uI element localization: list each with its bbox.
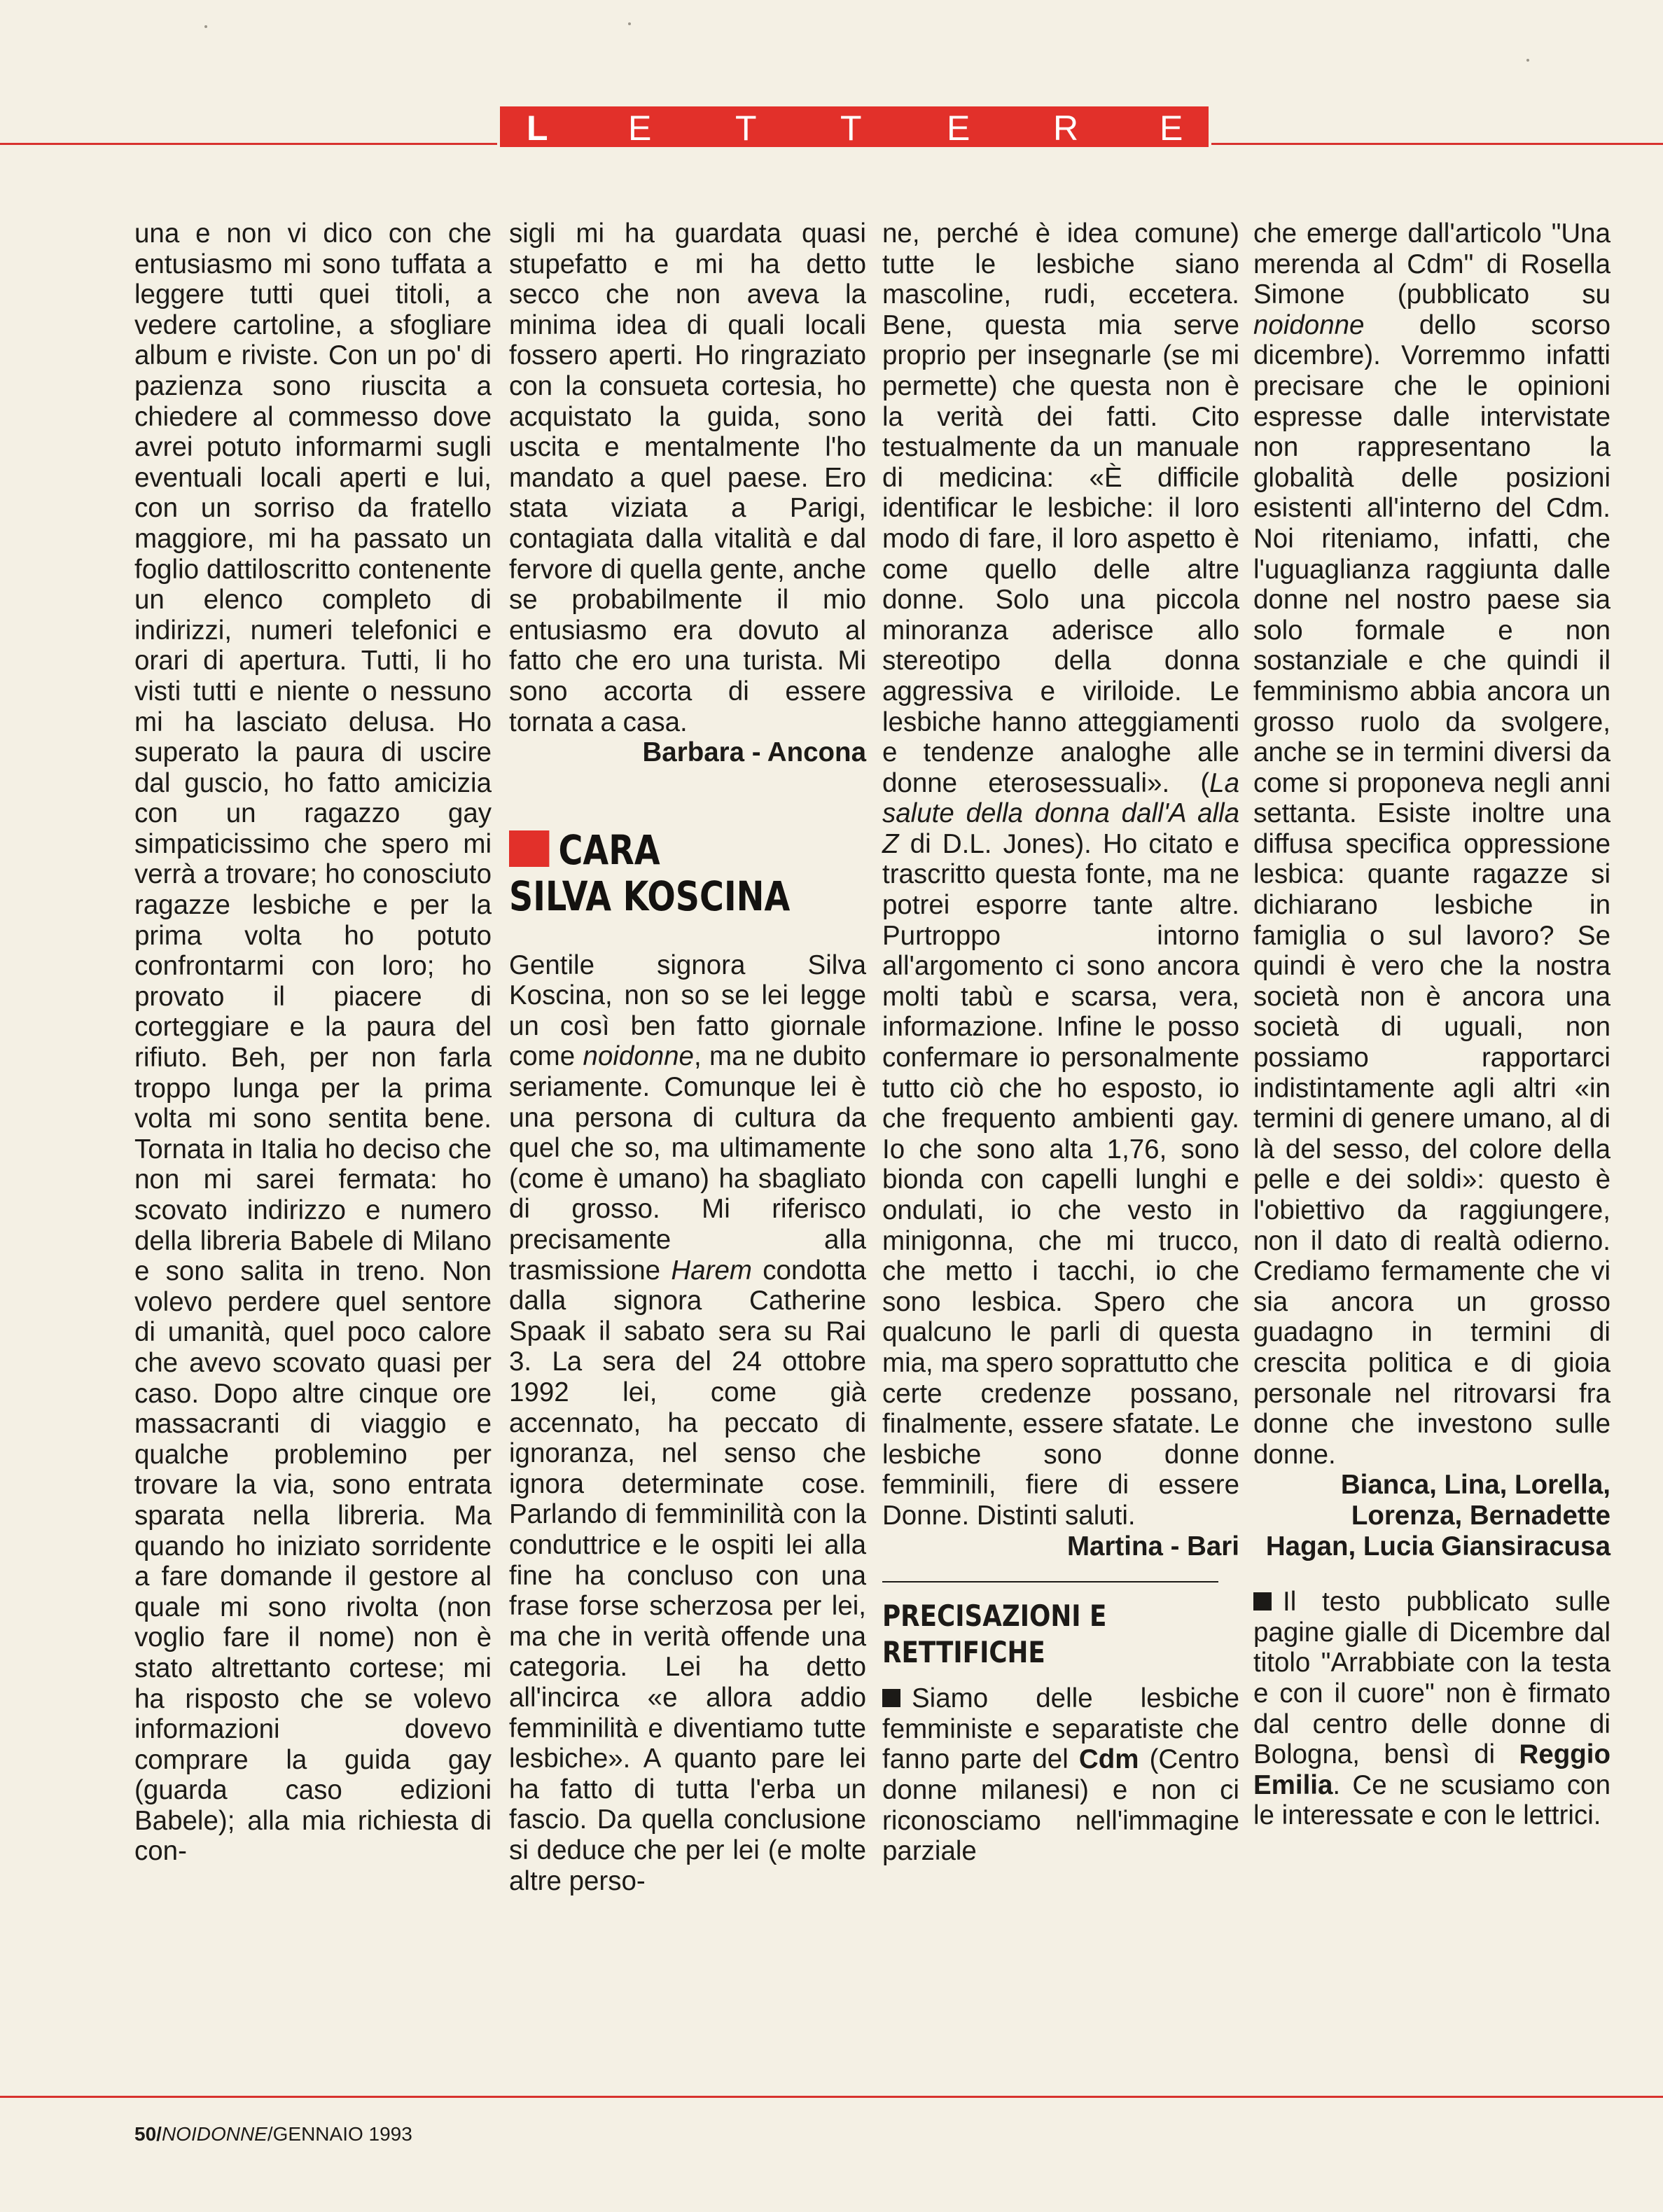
letter-2-text: ne, perché è idea comune) tutte le lesbiche siano mascoline, rudi, eccetera. Bene, questa mia serve proprio per insegnarle (se mi permette) che questa non è la verità dei fatti. Cito testualmente da un manuale di medicina: «È difficile identificar le lesbiche: il loro modo di fare, il loro aspetto è come quello delle altre donne. Solo una piccola minoranza aderisce allo stereotipo della donna aggressiva e viriloide. Le lesbiche hanno atteggiamenti e tendenze analoghe alle donne eterosessuali». ( (882, 218, 1239, 798)
book-title: La salute della donna dall'A alla Z (882, 767, 1239, 859)
headline-line1: CARA (558, 826, 660, 874)
speck (628, 22, 631, 25)
black-square-bullet (1253, 1592, 1272, 1611)
magazine-name: noidonne (583, 1041, 694, 1072)
header-rule-left (0, 143, 497, 145)
signature-line: Hagan, Lucia Giansiracusa (1265, 1531, 1610, 1561)
show-name: Harem (671, 1255, 752, 1286)
header-letter: E (947, 109, 970, 148)
notice-text: Siamo delle lesbiche femministe e separatiste che fanno parte del (882, 1683, 1239, 1775)
correction-text: Il testo pubblicato sulle pagine gialle di Dicembre dal titolo "Arrabbiate con la testa e con il cuore" non è firmato dal centro delle donne di Bologna, bensì di (1253, 1587, 1610, 1770)
letter-2-text: , ma ne dubito seriamente. Comunque lei è una persona di cultura da quel che so, ma ultimamente (come è umano) ha sbagliato di grosso. Mi riferisco precisamente alla trasmissione (509, 1041, 866, 1286)
signature-martina: Martina - Bari (1066, 1531, 1239, 1561)
header-letter: E (628, 109, 652, 148)
header-letter: T (735, 109, 757, 148)
page-footer (134, 2123, 412, 2145)
correction-body (1253, 1587, 1610, 1831)
header-letter: T (840, 109, 862, 148)
letter-1-body-end: sigli mi ha guardata quasi stupefatto e mi ha detto secco che non aveva la minima idea di quali locali fossero aperti. Ho ringraziato con la consueta cortesia, ho acquistato la guida, sono uscita e mentalmente l'ho mandato a quel paese. Ero stata viziata a Parigi, contagiata dalla vitalità e dal fervore di quella gente, anche se probabilmente il mio entusiasmo era dovuto al fatto che ero una turista. Mi sono accorta di essere tornata a casa. (509, 218, 866, 737)
footer-magazine: NOIDONNE (161, 2123, 267, 2145)
black-square-bullet (882, 1689, 900, 1707)
column-4 (1253, 218, 1610, 1831)
letter-2-text: condotta dalla signora Catherine Spaak il sabato sera su Rai 3. La sera del 24 ottobre 1992 lei, come già accennato, ha peccato di ignoranza, nel senso che ignora determinate cose. Parlando di femminilità con la conduttrice e le ospiti lei alla fine ha concluso con una frase forse scherzosa per lei, ma che in verità offende una categoria. Lei ha detto all'incirca «e allora addio femminilità e diventiamo tutte lesbiche». A quanto pare lei ha fatto di tutta l'erba un fascio. Da quella conclusione si deduce che per lei (e molte altre perso- (509, 1255, 866, 1896)
correction-city: Reggio Emilia (1253, 1739, 1610, 1800)
letter-2-text: di D.L. Jones). Ho citato e trascritto questa fonte, ma ne potrei esporre tante altre. Purtroppo intorno all'argomento ci sono ancora molti tabù e scarsa, vera, informazione. Infine le posso confermare io personalmente tutto ciò che ho esposto, io che frequento ambienti gay. Io che sono alta 1,76, sono bionda con capelli lunghi e ondulati, io che vesto in minigonna, che mi trucco, che metto i tacchi, io che sono lesbica. Spero che qualcuno le parli di questa mia, ma spero soprattutto che certe credenze possano, finalmente, essere sfatate. Le lesbiche sono donne femminili, fiere di essere Donne. Distinti saluti. (882, 828, 1239, 1531)
notice-body-continued (1253, 218, 1610, 1470)
notice-body (882, 1683, 1239, 1867)
notice-text: che emerge dall'articolo "Una merenda al Cdm" di Rosella Simone (pubblicato su (1253, 218, 1610, 310)
section-header-lettere (500, 106, 1209, 147)
page-number: 50/ (134, 2123, 162, 2145)
signature-collective (1253, 1470, 1610, 1561)
red-square-bullet (509, 830, 549, 867)
header-letter: L (527, 109, 548, 148)
speck (1526, 59, 1529, 62)
signature-barbara: Barbara - Ancona (642, 737, 866, 768)
signature-line: Lorenza, Bernadette (1351, 1500, 1610, 1531)
column-1 (134, 218, 492, 1867)
headline-line2: SILVA KOSCINA (509, 872, 791, 920)
notice-text: dello scorso dicembre). Vorremmo infatti precisare che le opinioni espresse dalle intervistate non rappresentano la globalità delle posizioni esistenti all'interno del Cdm. Noi riteniamo, infatti, che l'uguaglianza raggiunta dalle donne nel nostro paese sia solo formale e non sostanziale e che quindi il femminismo abbia ancora un grosso ruolo da svolgere, anche se in termini diversi da come si proponeva negli anni settanta. Esiste inoltre una diffusa specifica oppressione lesbica: quante ragazze si dichiarano lesbiche in famiglia o sul lavoro? Se quindi è vero che la nostra società non è ancora una società di uguali, non possiamo rapportarci indistintamente agli altri «in termini di genere umano, al di là del sesso, del colore della pelle e dei soldi»: questo è l'obiettivo da raggiungere, non il dato di realtà odierno. Crediamo fermamente che vi sia ancora un grosso guadagno in termini di crescita politica e di gioia personale nel ritrovarsi fra donne che investono sulle donne. (1253, 309, 1610, 1470)
subhead-line2: RETTIFICHE (882, 1635, 1045, 1670)
column-2 (509, 218, 866, 1896)
speck (204, 25, 207, 28)
notice-text: (Centro donne milanesi) e non ci riconosciamo nell'immagine parziale (882, 1744, 1239, 1867)
letter-2-body-continued (882, 218, 1239, 1531)
notice-cdm: Cdm (1078, 1744, 1139, 1775)
subhead-precisazioni (882, 1598, 1239, 1671)
column-3 (882, 218, 1239, 1867)
subhead-line1: PRECISAZIONI E (882, 1599, 1107, 1634)
letter-1-body-continued: una e non vi dico con che entusiasmo mi sono tuffata a leggere tutti quei titoli, a vedere cartoline, a sfogliare album e riviste. Con un po' di pazienza sono riuscita a chiedere al commesso dove avrei potuto informarmi sugli eventuali locali aperti e lui, con un sorriso da fratello maggiore, mi ha passato un foglio dattiloscritto contenente un elenco completo di indirizzi, numeri telefonici e orari di apertura. Tutti, li ho visti tutti e niente o nessuno mi ha lasciato delusa. Ho superato la paura di uscire dal guscio, ho fatto amicizia con un ragazzo gay simpaticissimo che spero mi verrà a trovare; ho conosciuto ragazze lesbiche e per la prima volta ho potuto confrontarmi con loro; ho provato il piacere di corteggiare e la paura del rifiuto. Beh, per non farla troppo lunga per la prima volta mi sono sentita bene. Tornata in Italia ho deciso che non mi sarei fermata: ho scovato indirizzo e numero della libreria Babele di Milano e sono salita in treno. Non volevo perdere quel sentore di umanità, quel poco calore che avevo scovato quasi per caso. Dopo altre cinque ore massacranti di viaggio e qualche problemino per trovare la via, sono entrata sparata nella libreria. Ma quando ho iniziato sorridente a fare domande il gestore al quale mi sono rivolta (non voglio fare il nome) non è stato altrettanto cortese; mi ha risposto che se volevo informazioni dovevo comprare la guida gay (guarda caso edizioni Babele); alla mia richiesta di con- (134, 218, 492, 1867)
letter-2-body (509, 950, 866, 1896)
footer-issue: /GENNAIO 1993 (267, 2123, 412, 2145)
magazine-name: noidonne (1253, 309, 1365, 340)
headline-cara-silva-koscina (509, 827, 865, 919)
signature-line: Bianca, Lina, Lorella, (1340, 1470, 1610, 1501)
letter-2-text: Gentile signora Silva Koscina, non so se lei legge un così ben fatto giornale come (509, 950, 866, 1072)
correction-text: . Ce ne scusiamo con le interessate e con le lettrici. (1253, 1769, 1610, 1831)
header-letter: R (1053, 109, 1079, 148)
footer-rule (0, 2096, 1663, 2098)
header-rule-right (1211, 143, 1663, 145)
header-letter: E (1160, 109, 1183, 148)
